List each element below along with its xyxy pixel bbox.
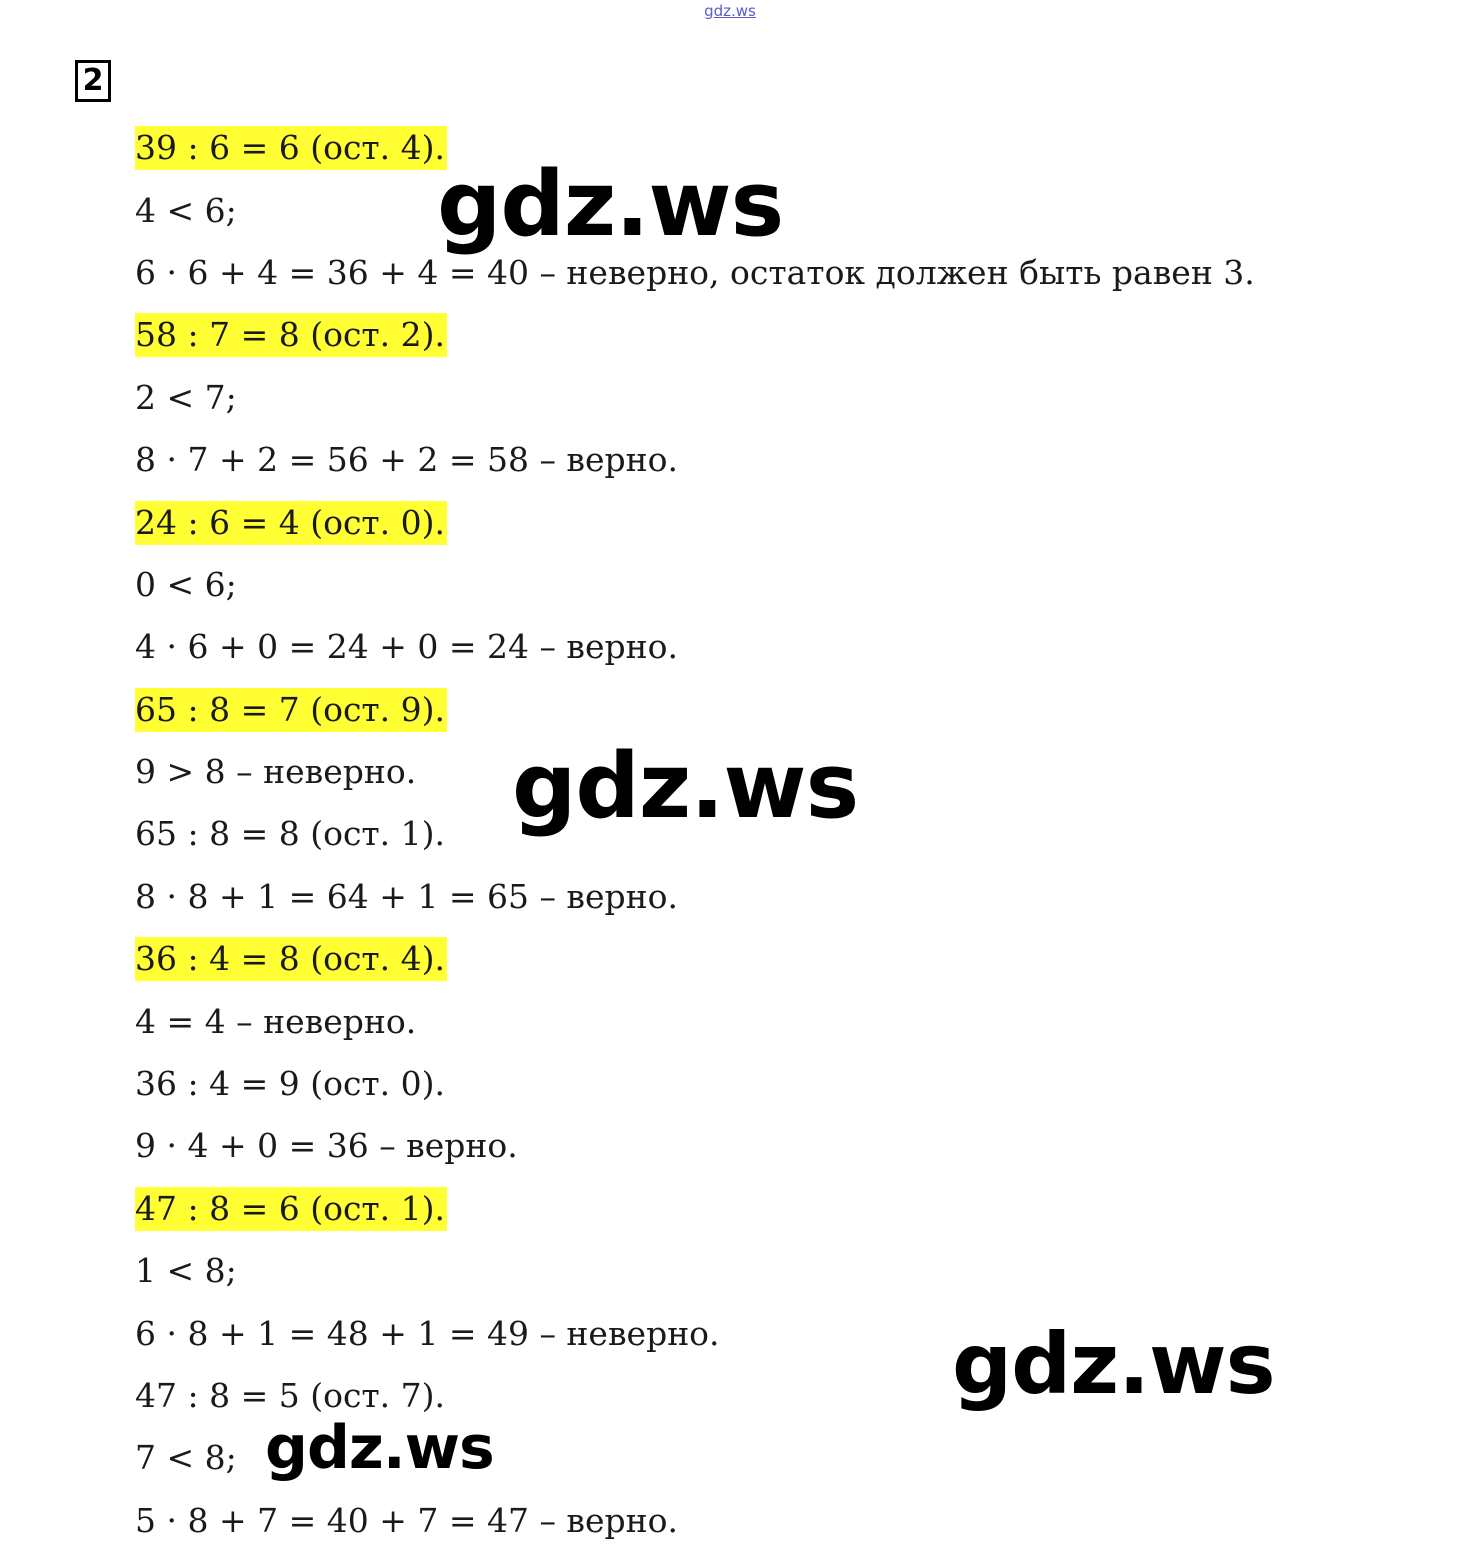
line-text: 36 : 4 = 8 (ост. 4). bbox=[135, 937, 447, 981]
line-text: 8 · 8 + 1 = 64 + 1 = 65 – верно. bbox=[135, 876, 679, 916]
highlighted-equation-line bbox=[135, 491, 1257, 553]
solution-line bbox=[135, 429, 1257, 491]
highlighted-equation-line bbox=[135, 1178, 1257, 1240]
line-text: 6 · 8 + 1 = 48 + 1 = 49 – неверно. bbox=[135, 1313, 720, 1353]
line-text: 2 < 7; bbox=[135, 377, 237, 417]
highlighted-equation-line bbox=[135, 679, 1257, 741]
solution-line bbox=[135, 1490, 1257, 1552]
highlighted-equation-line bbox=[135, 304, 1257, 366]
line-text: 1 < 8; bbox=[135, 1251, 237, 1291]
line-text: 5 · 8 + 7 = 40 + 7 = 47 – верно. bbox=[135, 1500, 679, 1540]
line-text: 39 : 6 = 6 (ост. 4). bbox=[135, 126, 447, 170]
solution-line bbox=[135, 990, 1257, 1052]
watermark-logo: gdz.ws bbox=[952, 1315, 1275, 1413]
line-text: 4 < 6; bbox=[135, 190, 237, 230]
solution-line bbox=[135, 1053, 1257, 1115]
watermark-logo: gdz.ws bbox=[265, 1413, 494, 1483]
line-text: 47 : 8 = 5 (ост. 7). bbox=[135, 1376, 446, 1415]
solution-line bbox=[135, 367, 1257, 429]
line-text: 0 < 6; bbox=[135, 564, 237, 604]
highlighted-equation-line bbox=[135, 928, 1257, 990]
task-number-box: 2 bbox=[75, 60, 111, 102]
line-text: 65 : 8 = 7 (ост. 9). bbox=[135, 688, 447, 732]
line-text: 9 > 8 – неверно. bbox=[135, 752, 417, 792]
solution-line bbox=[135, 616, 1257, 678]
solution-line bbox=[135, 1240, 1257, 1302]
watermark-logo: gdz.ws bbox=[512, 734, 859, 839]
line-text: 4 = 4 – неверно. bbox=[135, 1001, 417, 1041]
line-text: 4 · 6 + 0 = 24 + 0 = 24 – верно. bbox=[135, 627, 679, 667]
solution-line bbox=[135, 866, 1257, 928]
solution-line bbox=[135, 554, 1257, 616]
line-text: 36 : 4 = 9 (ост. 0). bbox=[135, 1064, 446, 1104]
line-text: 8 · 7 + 2 = 56 + 2 = 58 – верно. bbox=[135, 440, 679, 480]
watermark-logo: gdz.ws bbox=[437, 152, 784, 257]
line-text: 9 · 4 + 0 = 36 – верно. bbox=[135, 1126, 518, 1166]
site-mark-header[interactable]: gdz.ws bbox=[704, 2, 756, 20]
line-text: 47 : 8 = 6 (ост. 1). bbox=[135, 1187, 447, 1231]
line-text: 6 · 6 + 4 = 36 + 4 = 40 – неверно, остаток должен быть равен 3. bbox=[135, 252, 1255, 292]
line-text: 24 : 6 = 4 (ост. 0). bbox=[135, 501, 447, 545]
line-text: 7 < 8; bbox=[135, 1438, 237, 1478]
line-text: 58 : 7 = 8 (ост. 2). bbox=[135, 313, 447, 357]
line-text: 65 : 8 = 8 (ост. 1). bbox=[135, 814, 446, 854]
solution-line bbox=[135, 1115, 1257, 1177]
